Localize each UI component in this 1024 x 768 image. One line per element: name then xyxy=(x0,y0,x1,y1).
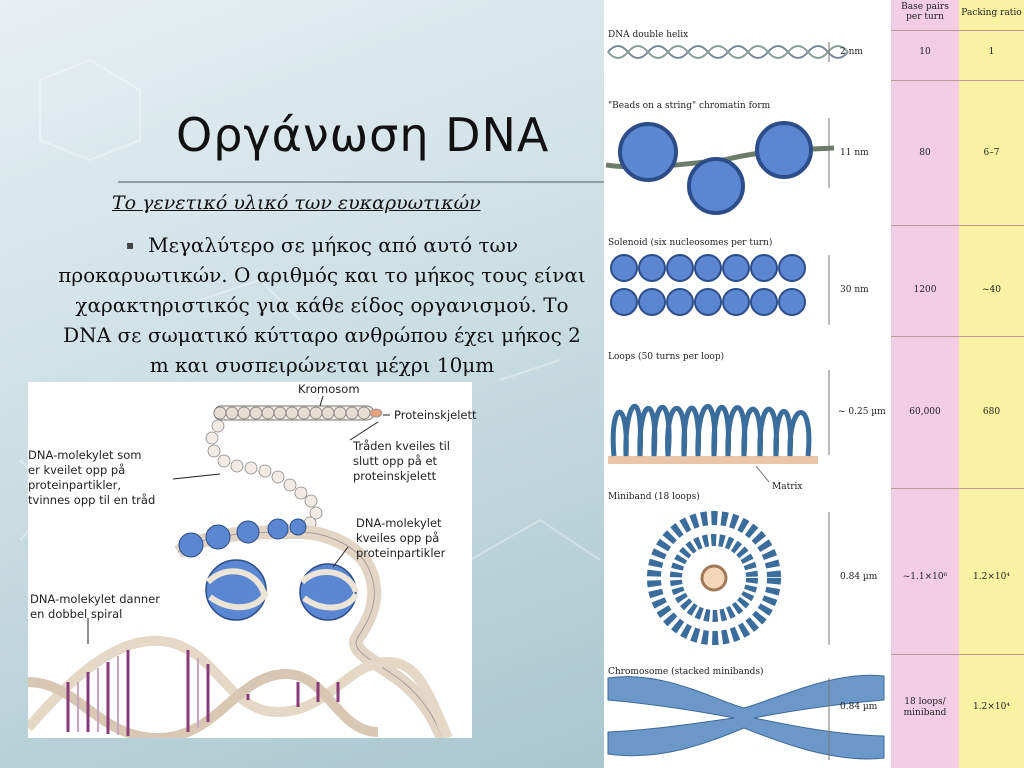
label-danner-line-1: DNA-molekylet danner xyxy=(30,592,160,606)
header-base-pairs-line-1: Base pairs xyxy=(901,2,949,12)
dna-packing-levels-figure xyxy=(604,0,1024,768)
chromosome-fiber xyxy=(214,406,382,420)
label-proteinskjelett: Proteinskjelett xyxy=(394,408,477,422)
loops-drawing xyxy=(608,406,818,464)
level-label: Chromosome (stacked minibands) xyxy=(608,667,764,677)
base-pairs-value: ~1.1×10⁶ xyxy=(902,572,948,582)
label-danner-line-2: en dobbel spiral xyxy=(30,607,123,621)
row-divider xyxy=(891,225,1024,226)
label-kveilet xyxy=(28,448,155,508)
level-label: DNA double helix xyxy=(608,30,689,40)
size-value: 30 nm xyxy=(840,285,869,295)
slide-subtitle: Το γενετικό υλικό των ευκαρυωτικών xyxy=(112,192,481,214)
header-base-pairs xyxy=(891,2,959,22)
bullet-paragraph xyxy=(52,230,592,380)
packing-ratio-value: 1 xyxy=(988,47,995,57)
level-label: "Beads on a string" chromatin form xyxy=(608,101,771,111)
size-value: ~ 0.25 µm xyxy=(838,407,886,417)
label-traden xyxy=(353,439,450,484)
packing-ratio-value: 1.2×10⁴ xyxy=(973,702,1010,712)
packing-ratio-value: 680 xyxy=(982,407,1001,417)
header-packing-ratio: Packing ratio xyxy=(961,8,1022,18)
packing-illustrations xyxy=(604,0,891,768)
level-label: Loops (50 turns per loop) xyxy=(608,352,725,362)
size-value: 0.84 µm xyxy=(840,572,878,582)
packing-ratio-value: 1.2×10⁴ xyxy=(973,572,1010,582)
packing-ratio-value: 6–7 xyxy=(983,148,1000,158)
slide-title: Οργάνωση DNA xyxy=(176,108,550,162)
bullet-marker: ▪ xyxy=(125,238,135,252)
base-pairs-value: 18 loops/ miniband xyxy=(903,697,947,718)
label-kveiles xyxy=(356,516,445,561)
label-danner xyxy=(30,592,160,622)
row-divider xyxy=(891,80,1024,81)
size-value: 2 nm xyxy=(840,47,863,57)
base-pairs-value: 1200 xyxy=(913,285,937,295)
row-divider xyxy=(891,336,1024,337)
bullet-text: Μεγαλύτερο σε μήκος από αυτό των προκαρυωτικών. Ο αριθμός και το μήκος τους είναι χαρακτηριστικός για κάθε είδος οργανισμού. Το DNA σε σωματικό κύτταρο ανθρώπου έχει μήκος 2 m και συσπειρώνεται μέχρι 10μm xyxy=(58,233,586,377)
base-pairs-value: 80 xyxy=(919,148,931,158)
header-base-pairs-line-2: per turn xyxy=(906,12,944,22)
row-divider xyxy=(891,30,1024,31)
label-kveilet-line-1: DNA-molekylet som xyxy=(28,448,142,462)
miniband-drawing xyxy=(654,518,774,638)
size-value: 11 nm xyxy=(840,148,869,158)
base-pairs-value: 60,000 xyxy=(909,407,941,417)
label-kromosom: Kromosom xyxy=(298,382,360,396)
label-kveilet-line-4: tvinnes opp til en tråd xyxy=(28,493,156,507)
chromosome-structure-figure xyxy=(28,382,477,738)
beads-on-string-drawing xyxy=(606,123,834,213)
double-helix xyxy=(28,641,448,738)
packing-ratio-value: ~40 xyxy=(982,285,1001,295)
title-divider xyxy=(118,181,604,183)
label-traden-line-3: proteinskjelett xyxy=(353,469,437,483)
label-traden-line-1: Tråden kveiles til xyxy=(353,439,450,453)
base-pairs-column xyxy=(891,0,959,768)
base-pairs-value: 10 xyxy=(919,47,931,57)
level-label: Miniband (18 loops) xyxy=(608,492,700,502)
label-kveiles-line-2: kveiles opp på xyxy=(356,531,440,545)
label-kveiles-line-3: proteinpartikler xyxy=(356,546,446,560)
chromosome-drawing xyxy=(608,675,884,759)
dna-double-helix-drawing xyxy=(608,46,848,58)
packing-ratio-column xyxy=(959,0,1024,768)
label-traden-line-2: slutt opp på et xyxy=(353,454,438,468)
matrix-label: Matrix xyxy=(772,482,803,492)
label-kveilet-line-2: er kveilet opp på xyxy=(28,463,126,477)
solenoid-drawing xyxy=(611,255,805,315)
label-kveilet-line-3: proteinpartikler, xyxy=(28,478,121,492)
row-divider xyxy=(891,488,1024,489)
size-value: 0.84 µm xyxy=(840,702,878,712)
level-label: Solenoid (six nucleosomes per turn) xyxy=(608,238,773,248)
label-kveiles-line-1: DNA-molekylet xyxy=(356,516,442,530)
row-divider xyxy=(891,654,1024,655)
